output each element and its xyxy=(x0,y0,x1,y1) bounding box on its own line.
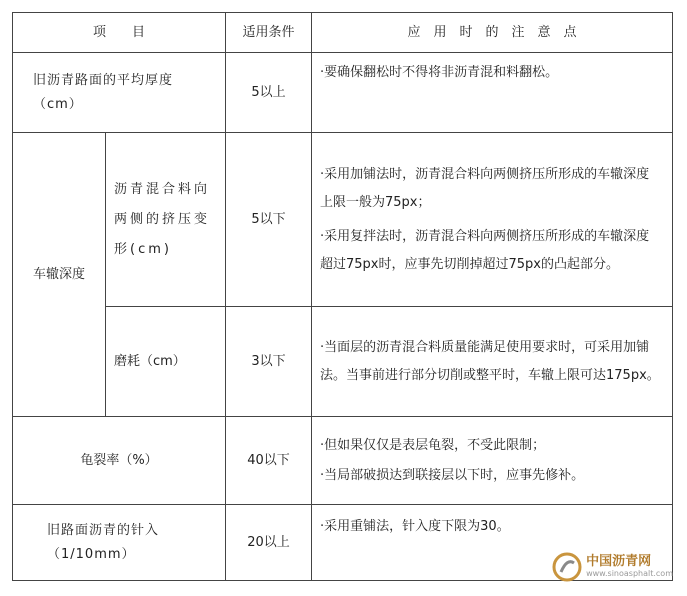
row-condition: 20以上 xyxy=(226,505,312,581)
row-condition: 3以下 xyxy=(226,307,312,417)
header-condition: 适用条件 xyxy=(226,13,312,53)
watermark-name: 中国沥青网 xyxy=(586,554,652,569)
header-item: 项 目 xyxy=(13,13,226,53)
row-label: 旧路面沥青的针入（1/10mm） xyxy=(13,505,226,581)
table-row xyxy=(13,307,673,417)
row-label: 龟裂率（%） xyxy=(13,417,226,505)
note-line: ·当面层的沥青混合料质量能满足使用要求时，可采用加铺法。当事前进行部分切削或整平时，车辙上限可达175px。 xyxy=(320,339,660,383)
row-label: 磨耗（cm） xyxy=(106,307,226,417)
row-condition: 5以上 xyxy=(226,53,312,133)
header-row xyxy=(13,13,673,53)
note-line: ·当局部破损达到联接层以下时，应事先修补。 xyxy=(320,467,585,483)
note-line: ·采用复拌法时，沥青混合料向两侧挤压所形成的车辙深度超过75px时，应事先切削掉超过75px的凸起部分。 xyxy=(320,228,650,272)
note-line: ·采用加铺法时，沥青混合料向两侧挤压所形成的车辙深度上限一般为75px； xyxy=(320,166,650,210)
row-label: 沥青混合料向两侧的挤压变形(cm) xyxy=(106,133,226,307)
watermark-url: www.sinoasphalt.com xyxy=(586,569,673,578)
note-line: ·要确保翻松时不得将非沥青混和料翻松。 xyxy=(320,65,559,80)
note-line: ·采用重铺法，针入度下限为30。 xyxy=(320,519,510,534)
group-label: 车辙深度 xyxy=(13,133,106,417)
row-notes xyxy=(312,417,673,505)
row-notes xyxy=(312,53,673,133)
note-line: ·但如果仅仅是表层龟裂，不受此限制； xyxy=(320,437,546,453)
watermark xyxy=(552,552,673,582)
row-condition: 40以下 xyxy=(226,417,312,505)
row-condition: 5以下 xyxy=(226,133,312,307)
table-row xyxy=(13,53,673,133)
table-row xyxy=(13,417,673,505)
row-notes xyxy=(312,133,673,307)
row-label: 旧沥青路面的平均厚度（cm） xyxy=(13,53,226,133)
logo-icon xyxy=(552,552,582,582)
spec-table xyxy=(12,12,673,581)
header-notes: 应 用 时 的 注 意 点 xyxy=(312,13,673,53)
row-notes xyxy=(312,307,673,417)
table-row xyxy=(13,133,673,307)
